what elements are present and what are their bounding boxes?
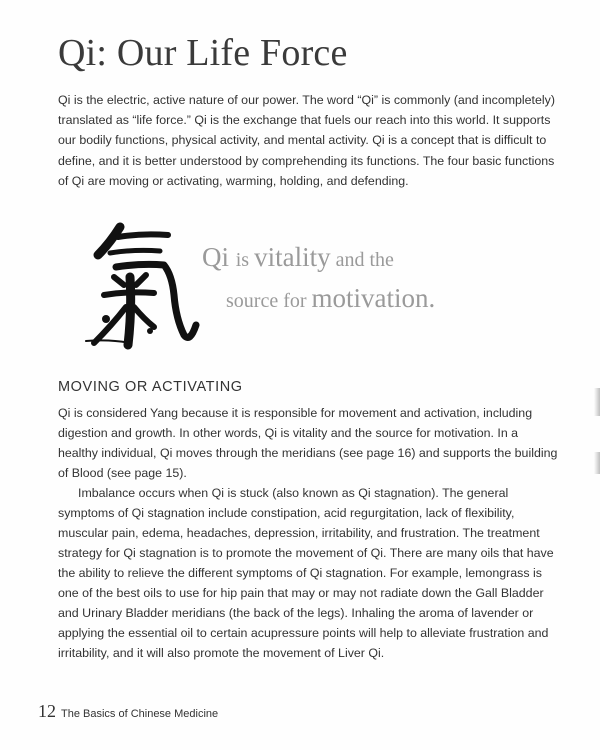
body-paragraph: Imbalance occurs when Qi is stuck (also known as Qi stagnation). The general symptoms of Qi stagnation include constipation, acid regurgitation, lack of flexibility, muscular pain, edema, headaches, depression, irritability, and frustration. The treatment strategy for Qi stagnation is to promote the movement of Qi. There are many oils that have the ability to relieve the different symptoms of Qi stagnation. For example, lemongrass is one of the best oils to use for hip pain that may or may not radiate down the Gall Bladder and Urinary Bladder meridians (the back of the legs). Inhaling the aroma of lavender or applying the essential oil to certain acupressure points will help to alleviate frustration and irritability, and it will also promote the movement of Liver Qi. bbox=[58, 486, 554, 660]
pull-quote-word-is: is bbox=[235, 249, 255, 271]
pull-quote-word-motivation: motivation. bbox=[311, 283, 436, 313]
page-title: Qi: Our Life Force bbox=[58, 32, 348, 74]
body-paragraph: Qi is considered Yang because it is responsible for movement and activation, including digestion and growth. In other words, Qi is vitality and the source for motivation. In a healthy individual, Qi moves through the meridians (see page 16) and supports the building of Blood (see page 15). bbox=[58, 406, 558, 480]
pull-quote-callout bbox=[80, 215, 500, 365]
page-edge-shadow bbox=[594, 388, 600, 416]
page-edge-shadow bbox=[594, 452, 600, 474]
page-number: 12 bbox=[38, 701, 56, 721]
pull-quote-word-vitality: vitality bbox=[254, 242, 331, 272]
running-footer-label: The Basics of Chinese Medicine bbox=[61, 708, 219, 720]
section-heading: MOVING OR ACTIVATING bbox=[58, 379, 243, 395]
qi-calligraphy-image bbox=[80, 215, 205, 365]
pull-quote-word-qi: Qi bbox=[202, 242, 236, 272]
pull-quote-word-source-for: source for bbox=[226, 290, 312, 312]
intro-paragraph: Qi is the electric, active nature of our power. The word “Qi” is commonly (and incompletely) translated as “life force.” Qi is the exchange that fuels our reach into this world. It supports our bodily functions, physical activity, and mental activity. Qi is a concept that is difficult to define, and it is better understood by comprehending its functions. The four basic functions of Qi are moving or activating, warming, holding, and defending. bbox=[58, 93, 555, 188]
section-body bbox=[58, 403, 560, 663]
pull-quote-line-1 bbox=[202, 242, 394, 275]
pull-quote-line-2 bbox=[226, 282, 435, 317]
page-footer bbox=[38, 701, 218, 722]
pull-quote-word-and-the: and the bbox=[330, 249, 394, 271]
